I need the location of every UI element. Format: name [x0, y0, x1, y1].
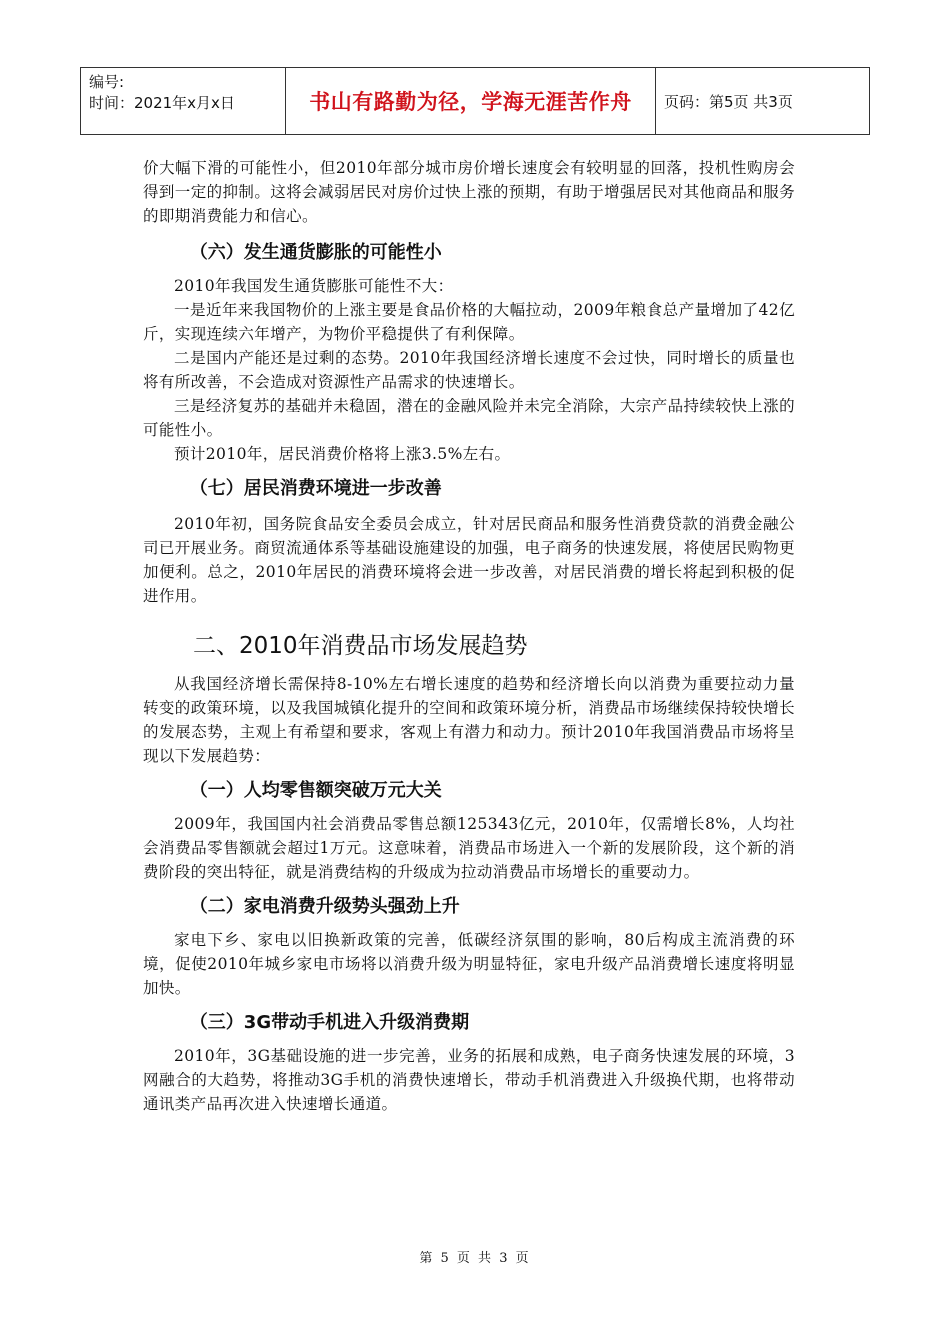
header-page-code: 页码：第5页 共3页: [664, 92, 793, 111]
paragraph: 2010年初，国务院食品安全委员会成立，针对居民商品和服务性消费贷款的消费金融公司已开展业务。商贸流通体系等基础设施建设的加强，电子商务的快速发展，将使居民购物更加便利。总之，2010年居民的消费环境将会进一步改善，对居民消费的增长将起到积极的促进作用。: [143, 515, 795, 605]
subheading-1: （一）人均零售额突破万元大关: [189, 780, 442, 801]
header-motto: 书山有路勤为径，学海无涯苦作舟: [286, 68, 656, 134]
paragraph: 三是经济复苏的基础并未稳固，潜在的金融风险并未完全消除，大宗产品持续较快上涨的可能性小。: [143, 397, 795, 439]
paragraph: 2009年，我国国内社会消费品零售总额125343亿元，2010年，仅需增长8%，人均社会消费品零售额就会超过1万元。这意味着，消费品市场进入一个新的发展阶段，这个新的消费阶段的突出特征，就是消费结构的升级成为拉动消费品市场增长的重要动力。: [143, 815, 795, 881]
time-label: 时间：2021年x月x日: [89, 94, 235, 112]
header-meta: [81, 68, 286, 134]
header-box: [80, 67, 870, 135]
document-body: [143, 150, 795, 1116]
paragraph: 一是近年来我国物价的上涨主要是食品价格的大幅拉动，2009年粮食总产量增加了42亿斤，实现连续六年增产，为物价平稳提供了有利保障。: [143, 301, 795, 343]
subheading-3: （三）3G带动手机进入升级消费期: [189, 1012, 470, 1033]
subheading-6: （六）发生通货膨胀的可能性小: [189, 242, 442, 263]
subheading-7: （七）居民消费环境进一步改善: [189, 478, 442, 499]
paragraph: 2010年，3G基础设施的进一步完善，业务的拓展和成熟，电子商务快速发展的环境，3网融合的大趋势，将推动3G手机的消费快速增长，带动手机消费进入升级换代期，也将带动通讯类产品再次进入快速增长通道。: [143, 1047, 795, 1113]
number-label: 编号:: [89, 73, 125, 91]
paragraph: 二是国内产能还是过剩的态势。2010年我国经济增长速度不会过快，同时增长的质量也将有所改善，不会造成对资源性产品需求的快速增长。: [143, 349, 795, 391]
paragraph: 价大幅下滑的可能性小，但2010年部分城市房价增长速度会有较明显的回落，投机性购房会得到一定的抑制。这将会减弱居民对房价过快上涨的预期，有助于增强居民对其他商品和服务的即期消费能力和信心。: [143, 159, 795, 225]
paragraph: 预计2010年，居民消费价格将上涨3.5%左右。: [174, 445, 511, 463]
page-footer: 第 5 页 共 3 页: [419, 1251, 531, 1266]
paragraph: 从我国经济增长需保持8-10%左右增长速度的趋势和经济增长向以消费为重要拉动力量转变的政策环境，以及我国城镇化提升的空间和政策环境分析，消费品市场继续保持较快增长的发展态势，主观上有希望和要求，客观上有潜力和动力。预计2010年我国消费品市场将呈现以下发展趋势：: [143, 675, 795, 765]
paragraph: 2010年我国发生通货膨胀可能性不大：: [174, 277, 454, 295]
subheading-2: （二）家电消费升级势头强劲上升: [189, 896, 460, 917]
section-heading: 二、2010年消费品市场发展趋势: [193, 633, 528, 659]
paragraph: 家电下乡、家电以旧换新政策的完善，低碳经济氛围的影响，80后构成主流消费的环境，促使2010年城乡家电市场将以消费升级为明显特征，家电升级产品消费增长速度将明显加快。: [143, 931, 795, 997]
